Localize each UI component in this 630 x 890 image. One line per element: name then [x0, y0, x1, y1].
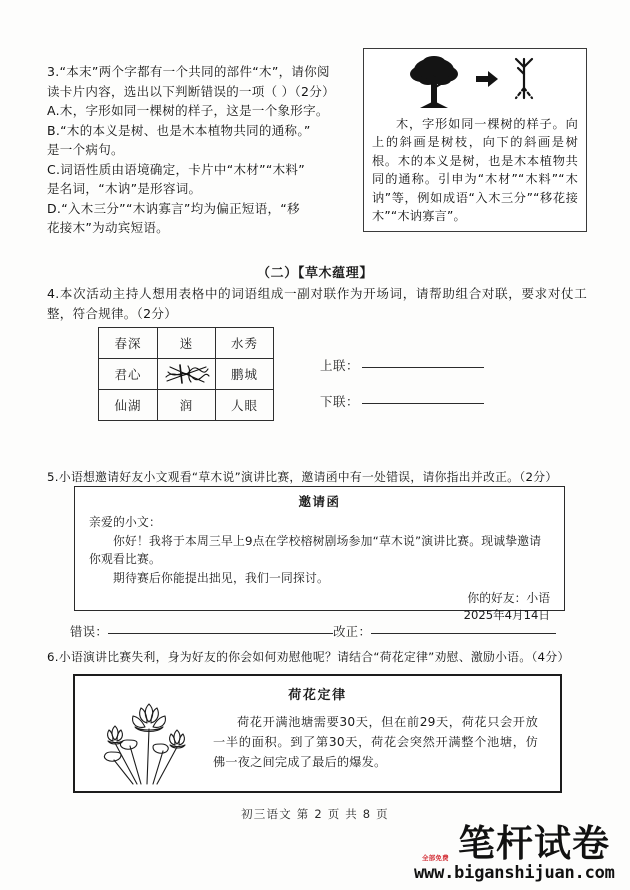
invitation-letter-box — [74, 486, 565, 622]
word-card-paragraph: 木，字形如同一棵树的样子。向上的斜画是树枝，向下的斜画是树根。木的本义是树，也是木本植物共同的通称。引申为“木材”“木料”“木讷”等，例如成语“入木三分”“移花接木”“木讷寡言”。 — [372, 117, 578, 224]
lower-couplet-label: 下联： — [320, 394, 360, 409]
lotus-law-box — [73, 674, 562, 793]
correction-answer-line[interactable] — [371, 633, 556, 634]
question-3-block — [47, 62, 357, 238]
q3-option-b-line-2: 是一个病句。 — [47, 142, 124, 157]
tree-glyph-icon — [398, 54, 558, 114]
q3-option-c-line-2: 是名词，“木讷”是形容词。 — [47, 181, 202, 196]
invitation-body-1: 你好！我将于本周三早上9点在学校榕树剧场参加“草木说”演讲比赛。现诚挚邀请你观看比赛。 — [89, 533, 542, 566]
table-cell[interactable]: 春深 — [99, 328, 158, 359]
upper-couplet-label: 上联： — [320, 358, 360, 373]
table-cell[interactable]: 润 — [158, 390, 216, 421]
q3-stem-line-2: 读卡片内容，选出以下判断错误的一项（ ）（2分） — [47, 83, 335, 99]
invitation-title: 邀请函 — [298, 494, 341, 509]
watermark — [404, 822, 630, 888]
table-row — [99, 359, 274, 390]
q3-stem-line-1: 3.“本末”两个字都有一个共同的部件“木”，请你阅 — [47, 64, 330, 79]
invitation-greeting: 亲爱的小文： — [89, 515, 161, 529]
invitation-date: 2025年4月14日 — [463, 608, 550, 622]
q3-option-a: A.木，字形如同一棵树的样子，这是一个象形字。 — [47, 103, 329, 118]
invitation-body-2: 期待赛后你能提出拙见，我们一同探讨。 — [113, 570, 329, 585]
error-label: 错误： — [70, 625, 109, 639]
couplet-word-table — [98, 327, 274, 421]
scribble-mark-icon — [164, 363, 210, 385]
table-cell[interactable]: 水秀 — [216, 328, 274, 359]
page-footer: 初三语文 第 2 页 共 8 页 — [241, 807, 389, 821]
q3-option-b-line-1: B.“木的本义是树、也是木本植物共同的通称。” — [47, 122, 311, 138]
error-answer-line[interactable] — [108, 633, 333, 634]
question-5-stem: 5.小语想邀请好友小文观看“草木说”演讲比赛，邀请函中有一处错误，请你指出并改正。（2分） — [47, 470, 558, 484]
tree-evolution-figure — [372, 53, 578, 115]
invitation-signature: 你的好友：小语 — [467, 591, 550, 605]
table-cell[interactable]: 仙湖 — [99, 390, 158, 421]
lotus-law-text — [213, 712, 538, 772]
lotus-law-title: 荷花定律 — [288, 688, 347, 703]
lotus-law-paragraph: 荷花开满池塘需要30天，但在前29天，荷花只会开放一半的面积。到了第30天，荷花会突然开满整个池塘，仿佛一夜之间完成了最后的爆发。 — [213, 715, 538, 769]
table-cell[interactable]: 鹏城 — [216, 359, 274, 390]
watermark-brand: 笔杆试卷 — [458, 822, 610, 865]
q3-option-d-line-1: D.“入木三分”“木讷寡言”均为偏正短语，“移 — [47, 200, 300, 216]
table-row — [99, 328, 274, 359]
correction-label: 改正： — [333, 625, 372, 639]
table-cell[interactable]: 人眼 — [216, 390, 274, 421]
table-cell[interactable]: 君心 — [99, 359, 158, 390]
section-heading: （二）【草木蕴理】 — [257, 266, 373, 281]
table-row — [99, 390, 274, 421]
word-card-text — [372, 115, 578, 225]
question-4-stem: 4.本次活动主持人想用表格中的词语组成一副对联作为开场词，请帮助组合对联，要求对仗工整，符合规律。（2分） — [47, 286, 587, 321]
upper-couplet-answer-line[interactable] — [362, 367, 484, 368]
lower-couplet-field — [320, 392, 484, 410]
q3-option-d-line-2: 花接木”为动宾短语。 — [47, 220, 169, 235]
table-cell-scribbled[interactable] — [158, 359, 216, 390]
watermark-url: www.biganshijuan.com — [414, 863, 615, 883]
word-info-card — [363, 48, 587, 232]
table-cell[interactable]: 迷 — [158, 328, 216, 359]
watermark-free-badge: 全部免费 — [422, 854, 449, 862]
upper-couplet-field — [320, 356, 484, 374]
question-6-stem: 6.小语演讲比赛失利，身为好友的你会如何劝慰他呢？请结合“荷花定律”劝慰、激励小语。（4分） — [47, 650, 570, 664]
lower-couplet-answer-line[interactable] — [362, 403, 484, 404]
error-correction-row — [70, 622, 556, 640]
q3-option-c-line-1: C.词语性质由语境确定，卡片中“木材”“木料” — [47, 161, 306, 177]
lotus-flower-icon — [97, 696, 201, 788]
